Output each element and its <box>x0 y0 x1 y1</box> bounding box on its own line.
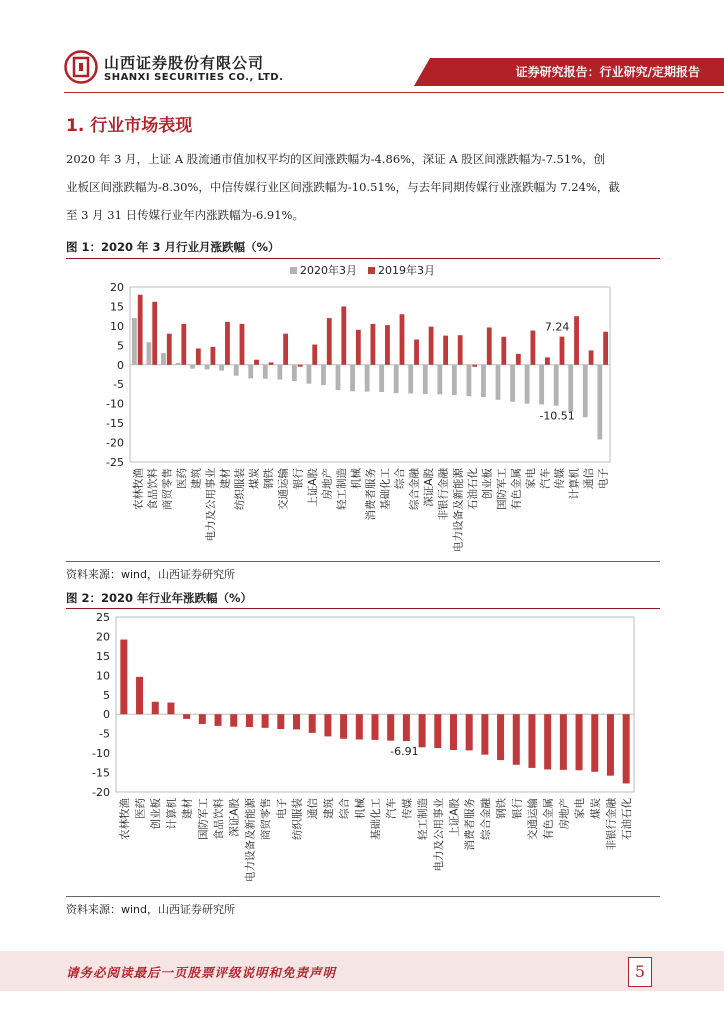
x-category-label: 石油石化 <box>466 468 479 510</box>
bar <box>544 714 551 769</box>
bar <box>136 677 143 714</box>
y-tick-label: -20 <box>106 436 124 450</box>
x-category-label: 基础化工 <box>379 468 392 510</box>
bar <box>467 365 472 397</box>
y-tick-label: -20 <box>92 786 110 799</box>
x-category-label: 综合 <box>338 798 351 819</box>
bar <box>356 330 361 365</box>
y-tick-label: 0 <box>103 708 110 722</box>
y-tick-label: 10 <box>96 669 110 683</box>
bar <box>240 324 245 365</box>
x-category-label: 创业板 <box>481 468 494 500</box>
bar <box>161 353 166 365</box>
bar <box>371 324 376 365</box>
bar <box>341 306 346 364</box>
bar <box>277 714 284 729</box>
x-category-label: 电子 <box>275 798 288 819</box>
bar <box>324 714 331 736</box>
bar <box>387 714 394 740</box>
plot-frame <box>116 617 634 792</box>
y-tick-label: -15 <box>92 766 110 780</box>
x-category-label: 有色金属 <box>510 468 523 510</box>
x-category-label: 轻工制造 <box>417 798 430 840</box>
x-category-label: 房地产 <box>321 468 334 500</box>
paragraph-line: 至 3 月 31 日传媒行业年内涨跌幅为-6.91%。 <box>66 208 304 222</box>
bar <box>576 714 583 770</box>
bar <box>356 714 363 739</box>
x-category-label: 计算机 <box>165 798 178 830</box>
bar <box>336 365 341 390</box>
x-category-label: 电力设备及新能源 <box>244 798 257 882</box>
bar <box>574 316 579 365</box>
bar <box>607 714 614 775</box>
data-label: -10.51 <box>539 409 575 423</box>
x-category-label: 上证A股 <box>448 798 461 837</box>
bar <box>452 365 457 395</box>
bar <box>167 703 174 715</box>
x-category-label: 深证A股 <box>228 798 241 837</box>
figure1-source: 资料来源：wind，山西证券研究所 <box>66 568 236 581</box>
data-label: -6.91 <box>390 745 419 759</box>
company-logo-icon <box>64 50 98 84</box>
bar <box>234 365 239 376</box>
bar <box>183 714 190 719</box>
y-tick-label: 15 <box>110 300 124 314</box>
y-tick-label: -5 <box>99 727 110 741</box>
x-category-label: 消费者服务 <box>365 468 377 521</box>
bar <box>583 365 588 418</box>
bar <box>248 365 253 379</box>
x-category-label: 轻工制造 <box>335 468 348 510</box>
bar <box>458 335 463 365</box>
header-divider <box>64 92 724 93</box>
x-category-label: 医药 <box>134 798 147 819</box>
figure1-chart <box>66 259 660 559</box>
figure1-title: 图 1：2020 年 3 月行业月涨跌幅（%） <box>66 240 280 254</box>
figure2-chart <box>66 609 660 894</box>
bar <box>497 714 504 760</box>
bar <box>501 337 506 365</box>
y-tick-label: 10 <box>110 319 124 333</box>
legend-swatch <box>290 267 297 274</box>
x-category-label: 深证A股 <box>423 468 436 507</box>
bar <box>312 345 317 365</box>
figure2-source: 资料来源：wind，山西证券研究所 <box>66 903 236 916</box>
x-category-label: 综合金融 <box>408 468 421 510</box>
bar <box>190 365 195 369</box>
bar <box>591 714 598 772</box>
x-category-label: 综合金融 <box>479 798 492 840</box>
x-category-label: 传媒 <box>401 798 414 819</box>
y-tick-label: 25 <box>96 611 110 624</box>
figure2-source-rule <box>66 896 660 897</box>
x-category-label: 计算机 <box>568 468 581 500</box>
x-category-label: 电力及公用事业 <box>432 798 445 872</box>
header-band-corner <box>414 58 430 86</box>
x-category-label: 商贸零售 <box>161 468 174 510</box>
page-number: 5 <box>628 957 652 987</box>
bar <box>528 714 535 768</box>
x-category-label: 非银行金融 <box>437 468 450 521</box>
bar <box>554 365 559 406</box>
x-category-label: 通信 <box>307 798 320 819</box>
x-category-label: 建材 <box>181 798 194 819</box>
x-category-label: 医药 <box>175 468 188 489</box>
x-category-label: 纺织服装 <box>234 468 247 510</box>
bar <box>277 365 282 380</box>
bar <box>423 365 428 394</box>
y-tick-label: 0 <box>117 358 124 372</box>
bar <box>219 365 224 371</box>
x-category-label: 机械 <box>350 468 363 489</box>
legend-label: 2019年3月 <box>378 264 435 277</box>
y-tick-label: 5 <box>103 688 110 702</box>
x-category-label: 煤炭 <box>589 798 602 819</box>
x-category-label: 国防军工 <box>495 468 508 510</box>
bar <box>516 354 521 365</box>
x-category-label: 家电 <box>574 798 587 819</box>
x-category-label: 商贸零售 <box>260 798 273 840</box>
bar <box>132 318 137 365</box>
x-category-label: 国防军工 <box>197 798 210 840</box>
x-category-label: 传媒 <box>554 468 567 490</box>
plot-frame <box>130 287 610 462</box>
x-category-label: 消费者服务 <box>464 798 477 851</box>
company-name-en: SHANXI SECURITIES CO., LTD. <box>104 72 284 83</box>
bar <box>327 318 332 365</box>
x-category-label: 银行 <box>292 468 305 489</box>
figure1-source-rule <box>66 561 660 562</box>
bar <box>120 640 127 715</box>
bar <box>340 714 347 739</box>
x-category-label: 汽车 <box>539 468 552 489</box>
bar <box>597 365 602 440</box>
bar <box>481 365 486 397</box>
x-category-label: 建筑 <box>190 468 203 489</box>
bar <box>400 314 405 365</box>
bar <box>513 714 520 765</box>
y-tick-label: 15 <box>96 649 110 663</box>
legend-label: 2020年3月 <box>300 264 357 277</box>
bar <box>167 334 172 365</box>
bar <box>525 365 530 404</box>
x-category-label: 家电 <box>525 468 537 489</box>
bar <box>414 340 419 365</box>
x-category-label: 机械 <box>354 798 367 819</box>
figure2-title: 图 2：2020 年行业年涨跌幅（%） <box>66 591 253 605</box>
bar <box>298 365 303 367</box>
bar <box>181 324 186 365</box>
bar <box>215 714 222 726</box>
bar <box>321 365 326 385</box>
bar <box>138 295 143 365</box>
y-tick-label: 5 <box>117 339 124 353</box>
x-category-label: 食品饮料 <box>213 798 226 840</box>
bar <box>350 365 355 391</box>
bar <box>394 365 399 393</box>
bar <box>152 702 159 714</box>
bar <box>403 714 410 741</box>
bar <box>254 360 259 365</box>
bar <box>196 348 201 364</box>
x-category-label: 交通运输 <box>277 468 290 510</box>
bar <box>545 357 550 364</box>
data-label: 7.24 <box>544 320 570 334</box>
x-category-label: 电力及公用事业 <box>205 468 217 542</box>
x-category-label: 交通运输 <box>526 798 539 840</box>
bar <box>487 327 492 364</box>
bar <box>147 342 152 365</box>
x-category-label: 房地产 <box>558 798 571 830</box>
bar <box>496 365 501 400</box>
bar <box>152 302 157 365</box>
y-tick-label: -15 <box>106 417 124 431</box>
bar <box>419 714 426 747</box>
legend-swatch <box>368 267 375 274</box>
x-category-label: 创业板 <box>150 798 163 830</box>
x-category-label: 石油石化 <box>621 798 634 840</box>
bar <box>568 365 573 412</box>
y-tick-label: -25 <box>106 456 124 469</box>
bar <box>309 714 316 733</box>
x-category-label: 食品饮料 <box>146 468 159 510</box>
x-category-label: 汽车 <box>385 798 398 819</box>
bar <box>211 347 216 365</box>
x-category-label: 纺织服装 <box>291 798 304 840</box>
bar <box>385 325 390 365</box>
bar <box>408 365 413 394</box>
y-tick-label: 20 <box>96 630 110 644</box>
bar <box>429 327 434 365</box>
bar <box>589 350 594 364</box>
bar <box>560 714 567 770</box>
x-category-label: 银行 <box>511 798 524 819</box>
bar <box>292 365 297 381</box>
x-category-label: 农林牧渔 <box>132 468 145 510</box>
bar <box>450 714 457 750</box>
bar <box>560 337 565 365</box>
x-category-label: 基础化工 <box>370 798 382 840</box>
x-category-label: 农林牧渔 <box>118 798 131 840</box>
bar <box>510 365 515 402</box>
report-type-label: 证券研究报告：行业研究/定期报告 <box>515 65 700 79</box>
x-category-label: 煤炭 <box>248 468 261 489</box>
x-category-label: 通信 <box>583 468 596 489</box>
bar <box>176 363 181 365</box>
bar <box>262 714 269 728</box>
bar <box>539 365 544 405</box>
bar <box>205 365 210 370</box>
bar <box>372 714 379 740</box>
y-tick-label: -10 <box>106 397 124 411</box>
paragraph-line: 业板区间涨跌幅为-8.30%，中信传媒行业区间涨跌幅为-10.51%，与去年同期传媒行业涨跌幅为 7.24%，截 <box>66 180 620 194</box>
bar <box>230 714 237 726</box>
bar <box>365 365 370 392</box>
bar <box>531 331 536 365</box>
bar <box>293 714 300 729</box>
bar <box>434 714 441 748</box>
y-tick-label: 20 <box>110 281 124 294</box>
y-tick-label: -10 <box>92 747 110 761</box>
bar <box>623 714 630 783</box>
bar <box>246 714 253 727</box>
bar <box>307 365 312 384</box>
bar <box>379 365 384 392</box>
x-category-label: 建材 <box>219 468 232 489</box>
x-category-label: 上证A股 <box>306 468 319 507</box>
x-category-label: 钢铁 <box>495 798 508 819</box>
bar <box>263 365 268 379</box>
x-category-label: 电力设备及新能源 <box>452 468 465 552</box>
bar <box>437 365 442 395</box>
x-category-label: 建筑 <box>322 798 335 819</box>
company-name-cn: 山西证券股份有限公司 <box>104 54 265 72</box>
x-category-label: 有色金属 <box>542 798 555 840</box>
bar <box>481 714 488 754</box>
x-category-label: 电子 <box>597 468 610 489</box>
bar <box>472 365 477 367</box>
bar <box>199 714 206 724</box>
bar <box>225 322 230 365</box>
bar <box>269 362 274 364</box>
bar <box>283 334 288 365</box>
bar <box>466 714 473 750</box>
footer-disclaimer: 请务必阅读最后一页股票评级说明和免责声明 <box>66 965 337 980</box>
x-category-label: 非银行金融 <box>605 798 618 851</box>
y-tick-label: -5 <box>113 378 124 392</box>
bar <box>603 332 608 365</box>
x-category-label: 综合 <box>394 468 407 489</box>
bar <box>443 336 448 365</box>
section-heading: 1. 行业市场表现 <box>66 116 193 136</box>
x-category-label: 钢铁 <box>263 468 276 489</box>
paragraph-line: 2020 年 3 月，上证 A 股流通市值加权平均的区间涨跌幅为-4.86%，深证 A 股区间涨跌幅为-7.51%，创 <box>66 152 606 166</box>
